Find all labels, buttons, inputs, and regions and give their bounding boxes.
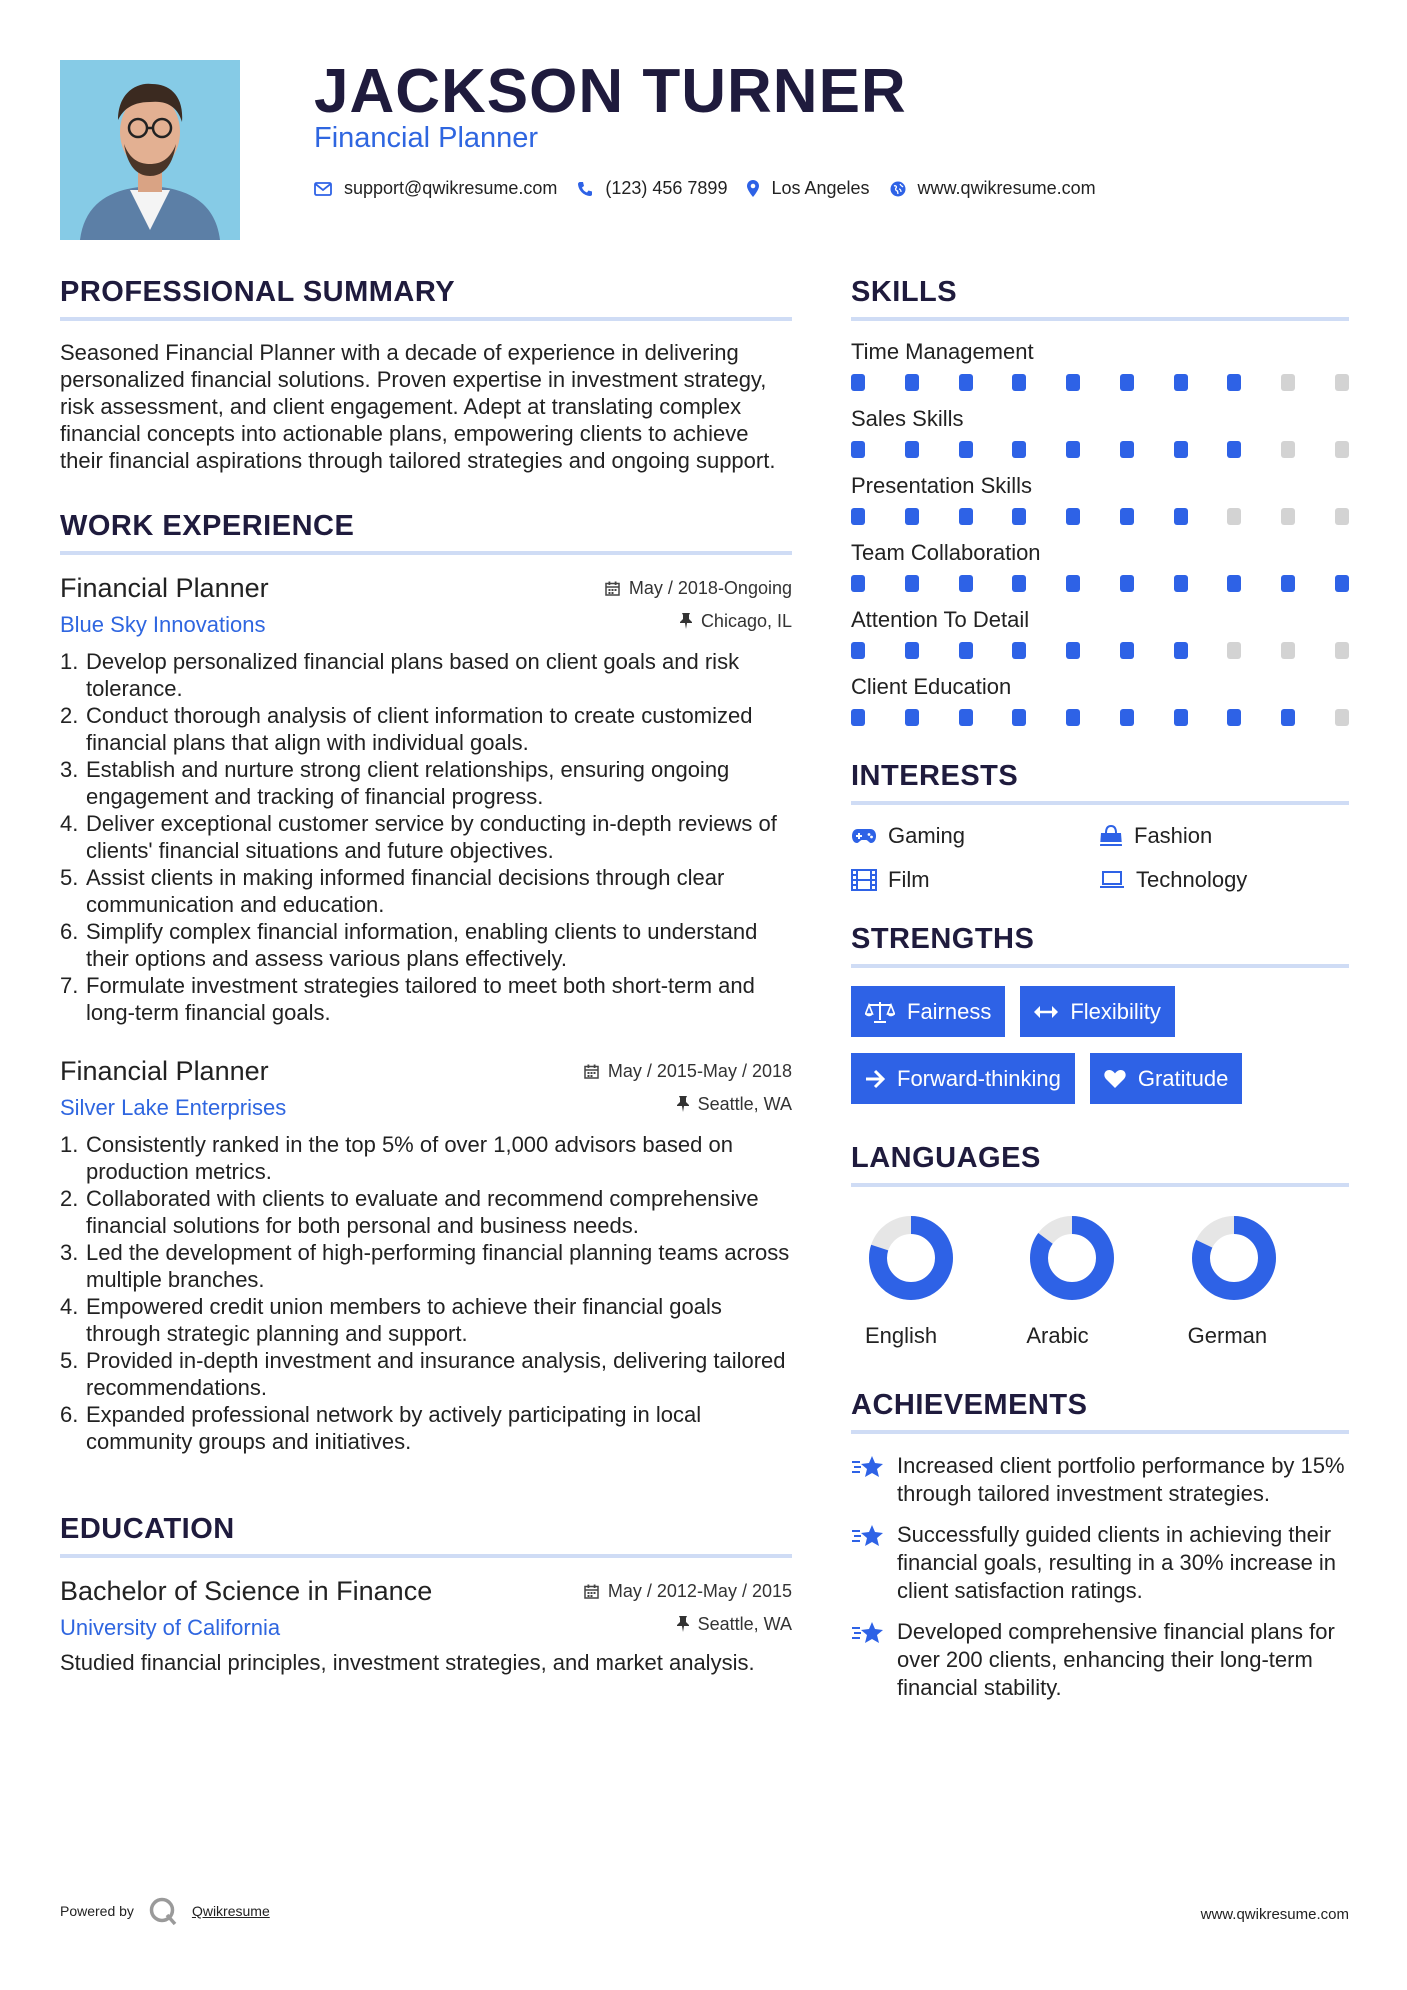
shooting-star-icon	[851, 1620, 885, 1646]
skill-dot	[905, 709, 919, 726]
language-name: German	[1187, 1323, 1268, 1348]
job-entry	[60, 1056, 792, 1455]
pushpin-icon	[677, 1616, 689, 1632]
skill-dot	[959, 374, 973, 391]
skill-dot	[1066, 441, 1080, 458]
job-title: Financial Planner	[60, 573, 269, 603]
job-location: Chicago, IL	[680, 611, 792, 632]
heart-icon	[1104, 1069, 1126, 1089]
interest-item: Technology	[1099, 867, 1349, 893]
achievement-item: Increased client portfolio performance by 15% through tailored investment strategies.	[851, 1452, 1349, 1508]
strength-badge: Gratitude	[1090, 1053, 1243, 1104]
skill-dot	[851, 374, 865, 391]
list-item: 5. Assist clients in making informed financial decisions through clear communication and education.	[60, 865, 725, 917]
skill-dot	[1066, 642, 1080, 659]
skill-dot	[1227, 508, 1241, 525]
skill-dot	[1335, 709, 1349, 726]
candidate-name: JACKSON TURNER	[314, 57, 907, 126]
skill-dot	[1281, 575, 1295, 592]
list-item: 4. Deliver exceptional customer service by conducting in-depth reviews of clients' financial situations and future objectives.	[60, 811, 777, 863]
skill-dot	[1120, 709, 1134, 726]
skill-dot	[1335, 575, 1349, 592]
list-item: 7. Formulate investment strategies tailored to meet both short-term and long-term financial goals.	[60, 973, 755, 1025]
list-item: 6. Expanded professional network by actively participating in local community groups and initiatives.	[60, 1402, 702, 1454]
qwikresume-link[interactable]: Qwikresume	[191, 1903, 270, 1919]
education-location: Seattle, WA	[677, 1614, 792, 1635]
skill-dot	[1066, 508, 1080, 525]
skill-dot	[1174, 575, 1188, 592]
languages-list	[851, 1215, 1349, 1349]
list-item: 3. Led the development of high-performing financial planning teams across multiple branches.	[60, 1240, 790, 1292]
qwikresume-logo-icon	[148, 1896, 178, 1926]
list-item: 2. Conduct thorough analysis of client information to create customized financial plans that align with individual goals.	[60, 703, 753, 755]
pushpin-icon	[677, 1096, 689, 1112]
email-text: support@qwikresume.com	[344, 178, 558, 198]
skill-dot	[1120, 642, 1134, 659]
candidate-title: Financial Planner	[314, 122, 539, 154]
skill-dot	[959, 575, 973, 592]
language-item	[1188, 1215, 1349, 1349]
interest-item: Film	[851, 867, 1099, 893]
language-donut	[1191, 1215, 1277, 1301]
language-item	[1026, 1215, 1187, 1349]
contact-email[interactable]	[314, 178, 557, 199]
skill-dot	[1012, 709, 1026, 726]
contact-bar	[314, 178, 1116, 199]
experience-heading: WORK EXPERIENCE	[60, 510, 792, 555]
skill-dot	[1066, 575, 1080, 592]
skill-dot	[1227, 374, 1241, 391]
skill-dot	[1120, 575, 1134, 592]
skill-dot	[1281, 508, 1295, 525]
education-dates: May / 2012-May / 2015	[584, 1581, 792, 1602]
achievement-item: Successfully guided clients in achieving their financial goals, resulting in a 30% increase in client satisfaction ratings.	[851, 1521, 1349, 1605]
language-item	[865, 1215, 1026, 1349]
education-entry	[60, 1576, 792, 1676]
summary-text: Seasoned Financial Planner with a decade of experience in delivering personalized financial solutions. Proven expertise in investment strategy, risk assessment, and client engagement. Adept at translating complex financial concepts into actionable plans, empowering clients to achieve their financial aspirations through tailored strategies and ongoing support.	[60, 340, 776, 473]
skill-dot	[959, 508, 973, 525]
shopping-bag-icon	[1099, 825, 1123, 847]
company-name: Blue Sky Innovations	[60, 612, 266, 637]
skill-dot	[905, 508, 919, 525]
achievements-heading: ACHIEVEMENTS	[851, 1389, 1349, 1434]
skill-item: Sales Skills	[851, 406, 1349, 458]
skill-dot	[1335, 441, 1349, 458]
list-item: 1. Develop personalized financial plans based on client goals and risk tolerance.	[60, 649, 740, 701]
skill-dot	[959, 441, 973, 458]
gamepad-icon	[851, 828, 877, 844]
skill-dot	[1335, 374, 1349, 391]
skill-dot	[1174, 642, 1188, 659]
interests-heading: INTERESTS	[851, 760, 1349, 805]
phone-text: (123) 456 7899	[605, 178, 728, 198]
job-dates: May / 2018-Ongoing	[605, 578, 792, 599]
skill-dot	[959, 709, 973, 726]
skill-item: Team Collaboration	[851, 540, 1349, 592]
skill-item: Presentation Skills	[851, 473, 1349, 525]
skill-item: Time Management	[851, 339, 1349, 391]
school-name: University of California	[60, 1615, 281, 1640]
footer-powered-by	[60, 1896, 270, 1926]
skill-dot	[959, 642, 973, 659]
laptop-icon	[1099, 871, 1125, 889]
skill-dot	[905, 575, 919, 592]
skill-dot	[905, 642, 919, 659]
interests-list	[851, 823, 1349, 893]
language-donut	[868, 1215, 954, 1301]
education-description: Studied financial principles, investment strategies, and market analysis.	[60, 1650, 755, 1675]
degree-title: Bachelor of Science in Finance	[60, 1576, 433, 1606]
skill-dot	[1012, 508, 1026, 525]
right-column	[851, 276, 1349, 1715]
arrows-horizontal-icon	[1034, 1005, 1058, 1019]
language-name: English	[865, 1323, 938, 1348]
arrow-right-icon	[865, 1069, 885, 1089]
strengths-heading: STRENGTHS	[851, 923, 1349, 968]
skill-dot	[1120, 508, 1134, 525]
skill-dot	[1227, 441, 1241, 458]
film-icon	[851, 869, 877, 891]
skill-dot	[851, 441, 865, 458]
skill-dot	[1335, 508, 1349, 525]
list-item: 4. Empowered credit union members to achieve their financial goals through strategic planning and support.	[60, 1294, 722, 1346]
list-item: 2. Collaborated with clients to evaluate and recommend comprehensive financial solutions for both personal and business needs.	[60, 1186, 759, 1238]
skill-dot	[905, 374, 919, 391]
skill-dot	[905, 441, 919, 458]
map-marker-icon	[747, 180, 759, 197]
contact-phone[interactable]	[577, 178, 727, 199]
shooting-star-icon	[851, 1454, 885, 1480]
language-donut	[1029, 1215, 1115, 1301]
pushpin-icon	[680, 613, 692, 629]
languages-heading: LANGUAGES	[851, 1142, 1349, 1187]
phone-icon	[577, 181, 593, 197]
powered-by-label: Powered by	[60, 1903, 134, 1919]
shooting-star-icon	[851, 1523, 885, 1549]
skill-dot	[1227, 575, 1241, 592]
skill-item: Attention To Detail	[851, 607, 1349, 659]
calendar-icon	[584, 1064, 599, 1079]
skill-dot	[851, 709, 865, 726]
skill-dot	[1281, 642, 1295, 659]
skills-list	[851, 339, 1349, 726]
strength-badge: Fairness	[851, 986, 1005, 1037]
footer-website[interactable]: www.qwikresume.com	[1200, 1906, 1349, 1923]
balance-scale-icon	[865, 1001, 895, 1023]
strength-badge: Flexibility	[1020, 986, 1174, 1037]
skill-dot	[1012, 441, 1026, 458]
skill-dot	[1227, 642, 1241, 659]
skill-dot	[1174, 441, 1188, 458]
contact-location	[747, 178, 869, 199]
education-heading: EDUCATION	[60, 1513, 792, 1558]
interest-item: Fashion	[1099, 823, 1349, 849]
skill-dot	[1281, 709, 1295, 726]
globe-icon	[890, 181, 906, 197]
job-duties	[60, 648, 792, 1026]
strength-badge: Forward-thinking	[851, 1053, 1075, 1104]
skill-item: Client Education	[851, 674, 1349, 726]
website-text: www.qwikresume.com	[917, 178, 1096, 198]
skill-dot	[1066, 374, 1080, 391]
location-text: Los Angeles	[771, 178, 870, 198]
calendar-icon	[584, 1584, 599, 1599]
list-item: 5. Provided in-depth investment and insurance analysis, delivering tailored recommendations.	[60, 1348, 786, 1400]
job-dates: May / 2015-May / 2018	[584, 1061, 792, 1082]
strengths-list	[851, 986, 1349, 1104]
skill-dot	[1120, 374, 1134, 391]
skill-dot	[1012, 575, 1026, 592]
skill-dot	[851, 642, 865, 659]
language-name: Arabic	[1026, 1323, 1089, 1348]
skill-dot	[1174, 709, 1188, 726]
skill-dot	[851, 575, 865, 592]
skill-dot	[1012, 374, 1026, 391]
skill-dot	[1174, 508, 1188, 525]
job-entry	[60, 573, 792, 1026]
skill-dot	[1066, 709, 1080, 726]
job-duties	[60, 1131, 792, 1455]
list-item: 3. Establish and nurture strong client relationships, ensuring ongoing engagement and tracking of financial progress.	[60, 757, 730, 809]
skill-dot	[1012, 642, 1026, 659]
skill-dot	[1281, 441, 1295, 458]
skill-dot	[1174, 374, 1188, 391]
summary-heading: PROFESSIONAL SUMMARY	[60, 276, 792, 321]
contact-website[interactable]	[890, 178, 1096, 199]
skill-dot	[1335, 642, 1349, 659]
calendar-icon	[605, 581, 620, 596]
list-item: 6. Simplify complex financial information, enabling clients to understand their options and assess various plans effectively.	[60, 919, 758, 971]
skill-dot	[1120, 441, 1134, 458]
job-location: Seattle, WA	[677, 1094, 792, 1115]
left-column	[60, 276, 792, 1706]
envelope-icon	[314, 182, 332, 196]
achievement-item: Developed comprehensive financial plans for over 200 clients, enhancing their long-term financial stability.	[851, 1618, 1349, 1702]
skills-heading: SKILLS	[851, 276, 1349, 321]
skill-dot	[1281, 374, 1295, 391]
interest-item: Gaming	[851, 823, 1099, 849]
skill-dot	[1227, 709, 1241, 726]
company-name: Silver Lake Enterprises	[60, 1095, 287, 1120]
achievements-list	[851, 1452, 1349, 1702]
list-item: 1. Consistently ranked in the top 5% of over 1,000 advisors based on production metrics.	[60, 1132, 733, 1184]
job-title: Financial Planner	[60, 1056, 269, 1086]
skill-dot	[851, 508, 865, 525]
profile-photo	[60, 60, 240, 240]
